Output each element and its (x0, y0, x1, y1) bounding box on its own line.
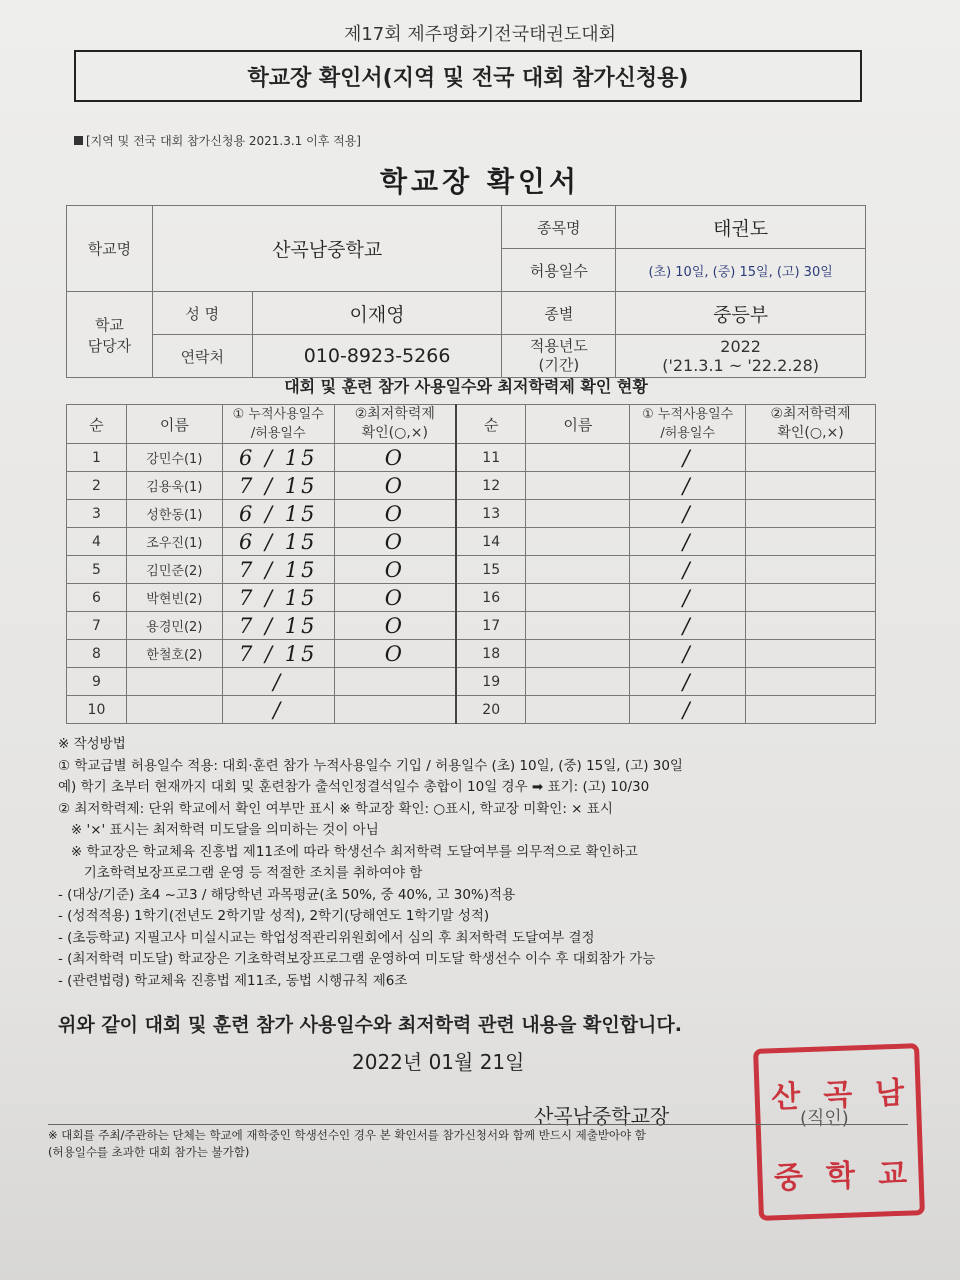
header-check: ②최저학력제 확인(○,×) (334, 405, 456, 444)
competition-name: 제17회 제주평화기전국태권도대회 (343, 24, 617, 45)
roster-name: 김민준(2) (126, 556, 222, 584)
event-label: 종목명 (502, 206, 616, 249)
roster-check: O (334, 556, 456, 584)
roster-name: 성한동(1) (126, 500, 222, 528)
roster-no-right: 12 (456, 472, 526, 500)
school-value: 산곡남중학교 (152, 206, 502, 292)
roster-name-right (526, 612, 630, 640)
roster-days: 7 / 15 (222, 584, 334, 612)
roster-check-right (746, 584, 876, 612)
roster-check: O (334, 584, 456, 612)
square-bullet-icon (74, 136, 83, 145)
roster-no-right: 18 (456, 640, 526, 668)
seal-character: 산 (770, 1078, 801, 1115)
roster-days: 7 / 15 (222, 472, 334, 500)
instruction-line: - (성적적용) 1학기(전년도 2학기말 성적), 2학기(당해연도 1학기말 성적) (58, 908, 490, 924)
roster-no-right: 17 (456, 612, 526, 640)
footnote-line: ※ 대회를 주최/주관하는 단체는 학교에 재학중인 학생선수인 경우 본 확인서를 참가신청서와 함께 반드시 제출받아야 함 (48, 1128, 646, 1142)
roster-body (67, 444, 876, 724)
roster-check: O (334, 612, 456, 640)
category-value: 중등부 (616, 292, 866, 335)
roster-no: 7 (67, 612, 127, 640)
applicability-note (74, 132, 361, 149)
period-value: ('21.3.1 ~ '22.2.28) (662, 356, 820, 375)
instruction-line: ② 최저학력제: 단위 학교에서 확인 여부만 표시 ※ 학교장 확인: ○표시, 학교장 미확인: × 표시 (58, 800, 613, 817)
roster-no-right: 15 (456, 556, 526, 584)
roster-days: 6 / 15 (222, 528, 334, 556)
roster-days-right: / (630, 584, 746, 612)
roster-name: 조우진(1) (126, 528, 222, 556)
roster-row (67, 668, 876, 696)
contact-value: 010-8923-5266 (252, 335, 502, 378)
event-value: 태권도 (616, 206, 866, 249)
allowed-days-value: (초) 10일, (중) 15일, (고) 30일 (616, 249, 866, 292)
name-label: 성 명 (152, 292, 252, 335)
school-info-table (66, 205, 866, 378)
roster-check-right (746, 556, 876, 584)
roster-no: 2 (67, 472, 127, 500)
roster-row (67, 640, 876, 668)
instruction-line: ① 학교급별 허용일수 적용: 대회·훈련 참가 누적사용일수 기입 / 허용일수 (초) 10일, (중) 15일, (고) 30일 (58, 757, 683, 774)
roster-no: 9 (67, 668, 127, 696)
manager-label: 학교 담당자 (67, 292, 153, 378)
roster-table (66, 404, 876, 724)
roster-no-right: 19 (456, 668, 526, 696)
roster-days: 7 / 15 (222, 612, 334, 640)
roster-days-right: / (630, 556, 746, 584)
footnote-line: (허용일수를 초과한 대회 참가는 불가함) (48, 1145, 250, 1159)
roster-name-right (526, 668, 630, 696)
roster-days: 7 / 15 (222, 640, 334, 668)
instruction-line: 예) 학기 초부터 현재까지 대회 및 훈련참가 출석인정결석일수 총합이 10일 경우 ➡ 표기: (고) 10/30 (58, 779, 650, 795)
allowed-days-label: 허용일수 (502, 249, 616, 292)
year-cell (616, 335, 866, 378)
roster-no: 10 (67, 696, 127, 724)
roster-check-right (746, 444, 876, 472)
footnotes (48, 1124, 908, 1161)
roster-days-right: / (630, 444, 746, 472)
roster-days: 6 / 15 (222, 500, 334, 528)
name-value: 이재영 (252, 292, 502, 335)
header-no: 순 (67, 405, 127, 444)
seal-character: 남 (874, 1075, 905, 1112)
roster-name: 한철호(2) (126, 640, 222, 668)
page-title: 학교장 확인서 (379, 165, 581, 198)
year-value: 2022 (720, 337, 761, 356)
roster-days-right: / (630, 696, 746, 724)
instruction-line: - (대상/기준) 초4 ~고3 / 해당학년 과목평균(초 50%, 중 40%, 고 30%)적용 (58, 886, 516, 903)
roster-name-right (526, 528, 630, 556)
roster-name: 박현빈(2) (126, 584, 222, 612)
roster-days: / (222, 668, 334, 696)
roster-check (334, 696, 456, 724)
roster-days: / (222, 696, 334, 724)
roster-check-right (746, 528, 876, 556)
roster-check: O (334, 500, 456, 528)
roster-days-right: / (630, 500, 746, 528)
seal-character: 학 (825, 1157, 856, 1194)
header-days-right: ① 누적사용일수 /허용일수 (630, 405, 746, 444)
roster-days-right: / (630, 640, 746, 668)
roster-name-right (526, 556, 630, 584)
category-label: 종별 (502, 292, 616, 335)
roster-days-right: / (630, 668, 746, 696)
roster-no: 4 (67, 528, 127, 556)
contact-label: 연락처 (152, 335, 252, 378)
roster-no-right: 13 (456, 500, 526, 528)
school-label: 학교명 (67, 206, 153, 292)
roster-check-right (746, 472, 876, 500)
instruction-line: 기초학력보장프로그램 운영 등 적절한 조치를 취하여야 함 (58, 865, 423, 881)
instructions (58, 734, 888, 992)
roster-row (67, 444, 876, 472)
header-no-right: 순 (456, 405, 526, 444)
instruction-line: ※ 작성방법 (58, 736, 126, 752)
roster-check-right (746, 668, 876, 696)
roster-check-right (746, 500, 876, 528)
roster-check: O (334, 528, 456, 556)
roster-name (126, 696, 222, 724)
year-label: 적용년도 (기간) (502, 335, 616, 378)
instruction-line: ※ 학교장은 학교체육 진흥법 제11조에 따라 학생선수 최저학력 도달여부를 의무적으로 확인하고 (58, 843, 638, 860)
roster-check: O (334, 472, 456, 500)
roster-no-right: 11 (456, 444, 526, 472)
roster-no: 3 (67, 500, 127, 528)
header-days: ① 누적사용일수 /허용일수 (222, 405, 334, 444)
form-title: 학교장 확인서(지역 및 전국 대회 참가신청용) (247, 65, 689, 91)
roster-days-right: / (630, 472, 746, 500)
seal-character: 곡 (822, 1077, 853, 1114)
roster-name: 강민수(1) (126, 444, 222, 472)
official-seal-label: (직인) (800, 1108, 849, 1129)
roster-check (334, 668, 456, 696)
section-title: 대회 및 훈련 참가 사용일수와 최저학력제 확인 현황 (284, 377, 648, 396)
instruction-line: - (관련법령) 학교체육 진흥법 제11조, 동법 시행규칙 제6조 (58, 972, 408, 989)
principal-name: 산곡남중학교장 (534, 1104, 670, 1128)
roster-name: 용경민(2) (126, 612, 222, 640)
roster-name-right (526, 472, 630, 500)
roster-row (67, 556, 876, 584)
roster-check-right (746, 612, 876, 640)
seal-character: 중 (773, 1159, 804, 1196)
roster-row (67, 528, 876, 556)
roster-name-right (526, 640, 630, 668)
roster-no: 5 (67, 556, 127, 584)
form-title-box (74, 50, 862, 102)
roster-name-right (526, 444, 630, 472)
roster-row (67, 500, 876, 528)
issue-date: 2022년 01월 21일 (352, 1050, 525, 1074)
roster-no: 8 (67, 640, 127, 668)
roster-check-right (746, 640, 876, 668)
header-name: 이름 (126, 405, 222, 444)
roster-days-right: / (630, 528, 746, 556)
roster-row (67, 472, 876, 500)
roster-days: 7 / 15 (222, 556, 334, 584)
roster-name-right (526, 696, 630, 724)
roster-name: 김용욱(1) (126, 472, 222, 500)
roster-check-right (746, 696, 876, 724)
roster-no-right: 20 (456, 696, 526, 724)
roster-no: 1 (67, 444, 127, 472)
roster-days: 6 / 15 (222, 444, 334, 472)
roster-no: 6 (67, 584, 127, 612)
roster-check: O (334, 640, 456, 668)
roster-row (67, 612, 876, 640)
roster-name-right (526, 500, 630, 528)
instruction-line: - (최저학력 미도달) 학교장은 기초학력보장프로그램 운영하여 미도달 학생선수 이수 후 대회참가 가능 (58, 951, 656, 967)
roster-check: O (334, 444, 456, 472)
instruction-line: - (초등학교) 지필고사 미실시교는 학업성적관리위원회에서 심의 후 최저학력 도달여부 결정 (58, 929, 595, 946)
roster-row (67, 696, 876, 724)
confirmation-statement: 위와 같이 대회 및 훈련 참가 사용일수와 최저학력 관련 내용을 확인합니다. (58, 1014, 682, 1036)
roster-row (67, 584, 876, 612)
header-check-right: ②최저학력제 확인(○,×) (746, 405, 876, 444)
roster-days-right: / (630, 612, 746, 640)
roster-name (126, 668, 222, 696)
roster-name-right (526, 584, 630, 612)
applicability-note-text: [지역 및 전국 대회 참가신청용 2021.3.1 이후 적용] (86, 134, 361, 148)
roster-no-right: 14 (456, 528, 526, 556)
header-name-right: 이름 (526, 405, 630, 444)
roster-no-right: 16 (456, 584, 526, 612)
seal-character: 교 (877, 1156, 908, 1193)
instruction-line: ※ '×' 표시는 최저학력 미도달을 의미하는 것이 아님 (58, 822, 379, 838)
